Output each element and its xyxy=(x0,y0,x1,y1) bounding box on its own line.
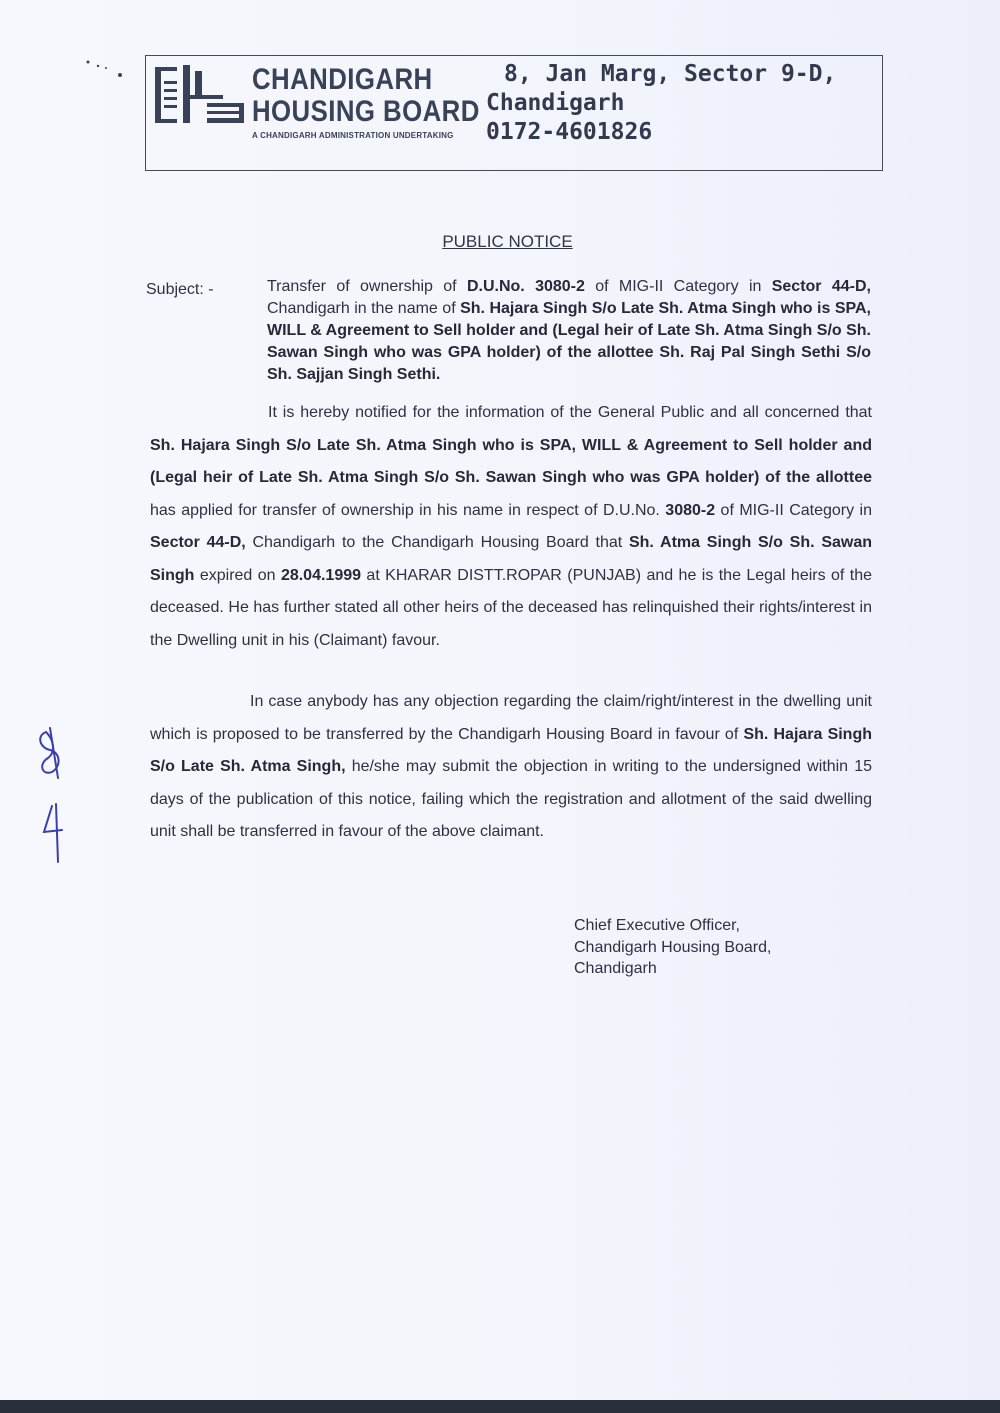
subject-bold-part: D.U.No. 3080-2 xyxy=(466,278,585,295)
subject-text-part: Transfer of ownership of xyxy=(267,278,467,295)
organization-name xyxy=(252,64,480,128)
paragraph-bold: 3080-2 xyxy=(665,501,716,519)
signature-block xyxy=(574,915,771,980)
subject-text xyxy=(267,276,871,386)
paragraph-bold: Sector 44-D, xyxy=(150,534,246,551)
paragraph-bold: Sh. Hajara Singh S/o Late Sh. Atma Singh, xyxy=(150,725,873,775)
address-line1: 8, Jan Marg, Sector 9-D, xyxy=(504,61,837,87)
signatory-title: Chief Executive Officer, xyxy=(574,917,740,934)
subject-bold-part: Sh. Hajara Singh S/o Late Sh. Atma Singh who is SPA, WILL & Agreement to Sell holder and (Legal heir of Late Sh. Atma Singh S/o Sh. Sawan Singh who was GPA holder) of the allottee Sh. Raj Pal Singh Sethi S/o Sh. Sajjan Singh Sethi. xyxy=(267,300,872,383)
paragraph-text: he/she may submit the objection in writing to the undersigned within 15 days of the publication of this notice, failing which the registration and allotment of the said dwelling unit shall be transferred in favour of the above claimant. xyxy=(150,758,872,840)
scan-edge xyxy=(0,1400,1000,1413)
address-line2: Chandigarh xyxy=(486,90,625,116)
paragraph-bold: 28.04.1999 xyxy=(280,566,362,584)
paragraph-text: at KHARAR DISTT.ROPAR (PUNJAB) and he is the Legal heirs of the deceased. He has further stated all other heirs of the deceased has relinquished their rights/interest in the Dwelling unit in his (Claimant) favour. xyxy=(150,566,873,649)
scan-speck-icon xyxy=(84,58,134,82)
paragraph-text: It is hereby notified for the information of the General Public and all concerned that xyxy=(268,404,872,421)
org-name-line2: HOUSING BOARD xyxy=(252,95,480,128)
paragraph-bold: Sh. Hajara Singh S/o Late Sh. Atma Singh who is SPA, WILL & Agreement to Sell holder and (Legal heir of Late Sh. Atma Singh S/o Sh. Sawan Singh who was GPA holder) of the allottee xyxy=(150,436,872,486)
org-name-line1: CHANDIGARH xyxy=(252,63,433,96)
notice-paragraph-1 xyxy=(150,397,872,657)
subject-bold-part: Sector 44-D, xyxy=(771,278,871,295)
handwritten-mark-icon xyxy=(28,720,78,870)
letterhead xyxy=(145,55,883,171)
subject-text-part: of MIG-II Category in xyxy=(584,278,772,295)
org-tagline: A CHANDIGARH ADMINISTRATION UNDERTAKING xyxy=(252,131,454,140)
paragraph-text: has applied for transfer of ownership in his name in respect of D.U.No. xyxy=(150,501,666,519)
notice-title: PUBLIC NOTICE xyxy=(442,232,573,251)
notice-paragraph-2 xyxy=(150,686,872,849)
paragraph-text: expired on xyxy=(194,566,281,584)
org-address xyxy=(486,60,836,147)
subject-text-part: Chandigarh in the name of xyxy=(267,300,461,317)
paragraph-text: of MIG-II Category in xyxy=(715,501,873,519)
signatory-org: Chandigarh Housing Board, xyxy=(574,938,772,956)
chb-logo-icon xyxy=(155,65,247,127)
phone-number: 0172-4601826 xyxy=(486,119,653,145)
paragraph-text: In case anybody has any objection regarding the claim/right/interest in the dwelling unit which is proposed to be transferred by the Chandigarh Housing Board in favour of xyxy=(150,693,872,743)
signatory-place: Chandigarh xyxy=(574,960,657,977)
paragraph-text: Chandigarh to the Chandigarh Housing Board that xyxy=(245,534,629,551)
subject-label: Subject: - xyxy=(146,281,214,298)
paragraph-bold: Sh. Atma Singh S/o Sh. Sawan Singh xyxy=(150,534,873,584)
